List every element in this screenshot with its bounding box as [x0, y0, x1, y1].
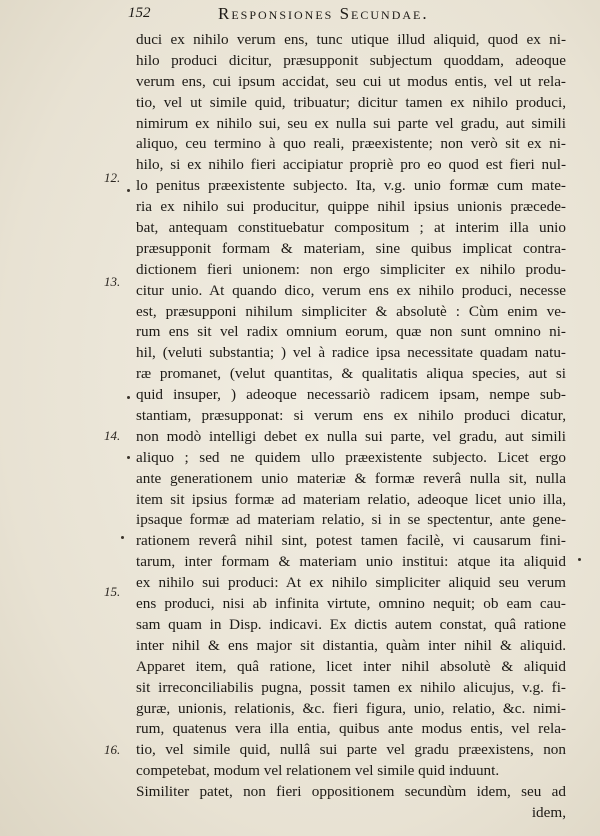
text-line: citur unio. At quando dico, verum ens ex nihilo produci, necesse [136, 281, 566, 299]
margin-number-14: 14. [104, 428, 121, 443]
text-line: tarum, inter formam & materiam unio institui: atque ita aliquid [136, 553, 566, 571]
text-line: duci ex nihilo verum ens, tunc utique illud aliquid, quod ex ni- [136, 31, 566, 48]
text-line: item sit ipsius formæ ad materiam relatio, adeoque licet unio illa, [136, 490, 566, 508]
text-line: guræ, unionis, relationis, &c. fieri figura, unio, relatio, &c. nimi- [136, 699, 566, 717]
margin-number-16: 16. [104, 742, 121, 757]
text-line: ria ex nihilo sui producitur, quippe nihil ipsius unionis præcede- [136, 198, 566, 216]
text-line: tio, vel ut simile quid, tribuatur; dicitur tamen ex nihilo produci, [136, 93, 566, 111]
text-line: sit irreconciliabilis pugna, possit tamen ex nihilo alicujus, v.g. fi- [136, 678, 566, 696]
margin-dot [578, 558, 581, 561]
text-line: bat, antequam constituebatur compositum ; at interim illa unio [136, 219, 566, 237]
margin-number-12: 12. [104, 170, 121, 185]
text-line: rum, quatenus vera illa entia, quibus ante modus entis, vel rela- [136, 720, 566, 738]
text-line: est, præsupponi nihilum simpliciter & absolutè : Cùm enim ve- [136, 302, 566, 320]
text-line: ens produci, nisi ab infinita virtute, omnino nequit; ob eam cau- [136, 595, 566, 613]
text-line: nimirum ex nihilo sui, seu ex nulla sui parte vel gradu, aut simili [136, 114, 566, 132]
text-line: sam quam in Disp. indicavi. Ex dictis autem constat, quâ ratione [136, 615, 566, 633]
text-line: verum ens, cui ipsum accidat, seu cui ut modus entis, vel ut rela- [136, 72, 566, 90]
text-line: Apparet item, quâ ratione, licet inter nihil absolutè & aliquid [136, 657, 566, 675]
text-line: aliquo, ceu termino à quo reali, præexistente; non verò sit ex ni- [136, 135, 566, 153]
margin-dot [127, 396, 130, 399]
margin-dot [127, 456, 130, 459]
body-text [136, 30, 566, 824]
text-line: ræ promanet, (velut quantitas, & qualitatis aliqua species, aut si [136, 365, 566, 383]
margin-number-15: 15. [104, 584, 121, 599]
text-line: ex nihilo sui produci: At ex nihilo simpliciter aliquid seu verum [136, 574, 566, 592]
running-head: Responsiones Secundae. [218, 4, 429, 23]
text-line: Similiter patet, non fieri oppositionem secundùm idem, seu ad [136, 783, 566, 801]
text-line: tio, vel simile quid, nullâ sui parte vel gradu præexistens, non [136, 741, 566, 759]
margin-dot [127, 189, 130, 192]
text-line: non modò intelligi debet ex nulla sui parte, vel gradu, aut simili [136, 427, 566, 445]
text-line: stantiam, præsupponat: si verum ens ex nihilo produci dicatur, [136, 407, 566, 425]
text-line: inter nihil & ens major sit distantia, quàm inter nihil & aliquid. [136, 636, 566, 654]
text-line: rationem reverâ nihil sint, potest tamen facilè, vi causarum fini- [136, 532, 566, 550]
text-line: dictionem fieri unionem: non ergo simpliciter ex nihilo produ- [136, 260, 566, 278]
text-line: ante generationem unio materiæ & formæ reverâ nulla sit, nulla [136, 469, 566, 487]
margin-dot [121, 536, 124, 539]
page-number: 152 [128, 5, 151, 21]
text-line: lo penitus præexistente subjecto. Ita, v.g. unio formæ cum mate- [136, 177, 566, 195]
text-line: quid insuper, ) adeoque necessariò radicem ipsam, nempe sub- [136, 386, 566, 404]
text-line: ipsaque formæ ad materiam relatio, si in se spectentur, ante gene- [136, 511, 566, 529]
text-line: aliquo ; sed ne quidem ullo præexistente subjecto. Licet ergo [136, 448, 566, 466]
text-line: hilo, si ex nihilo fieri accipiatur propriè pro eo quod est fieri nul- [136, 156, 566, 174]
text-line: hil, (veluti substantia; ) vel à radice ipsa necessitate quadam natu- [136, 344, 566, 362]
text-line: rum ens sit vel radix omnium eorum, quæ non sunt omnino ni- [136, 323, 566, 341]
text-line: idem, [531, 803, 566, 821]
page-header [122, 2, 574, 24]
margin-number-13: 13. [104, 274, 121, 289]
text-line: competebat, modum vel relationem vel simile quid induunt. [136, 762, 500, 780]
text-line: hilo produci dicitur, præsupponit subjectum quoddam, adeoque [136, 51, 566, 69]
text-line: præsupponit formam & materiam, sine quibus implicat contra- [136, 239, 566, 257]
